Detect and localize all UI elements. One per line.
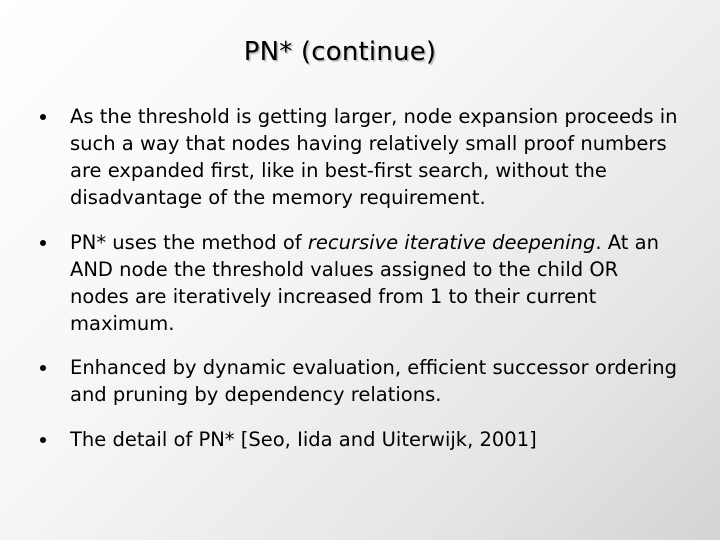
bullet-emphasis: recursive iterative deepening (307, 231, 596, 254)
bullet-dot-icon (40, 114, 46, 120)
bullet-item-threshold (38, 103, 678, 211)
bullet-list (38, 103, 678, 471)
bullet-text: Enhanced by dynamic evaluation, efficient successor ordering and pruning by dependency relations. (70, 356, 678, 406)
bullet-item-reference (38, 426, 678, 453)
bullet-item-recursive-deepening (38, 229, 678, 337)
bullet-text-before: PN* uses the method of (70, 231, 308, 254)
bullet-item-enhancements (38, 354, 678, 408)
bullet-dot-icon (40, 365, 46, 371)
bullet-dot-icon (40, 437, 46, 443)
bullet-text: As the threshold is getting larger, node expansion proceeds in such a way that nodes having relatively small proof numbers are expanded first, like in best-first search, without the disadvantage of the memory requirement. (70, 105, 678, 209)
bullet-text-after: . At an AND node the threshold values assigned to the child OR nodes are iteratively increased from 1 to their current maximum. (70, 231, 659, 335)
slide-title: PN* (continue) (243, 37, 437, 67)
bullet-dot-icon (40, 240, 46, 246)
bullet-text: The detail of PN* [Seo, Iida and Uiterwijk, 2001] (70, 428, 537, 451)
